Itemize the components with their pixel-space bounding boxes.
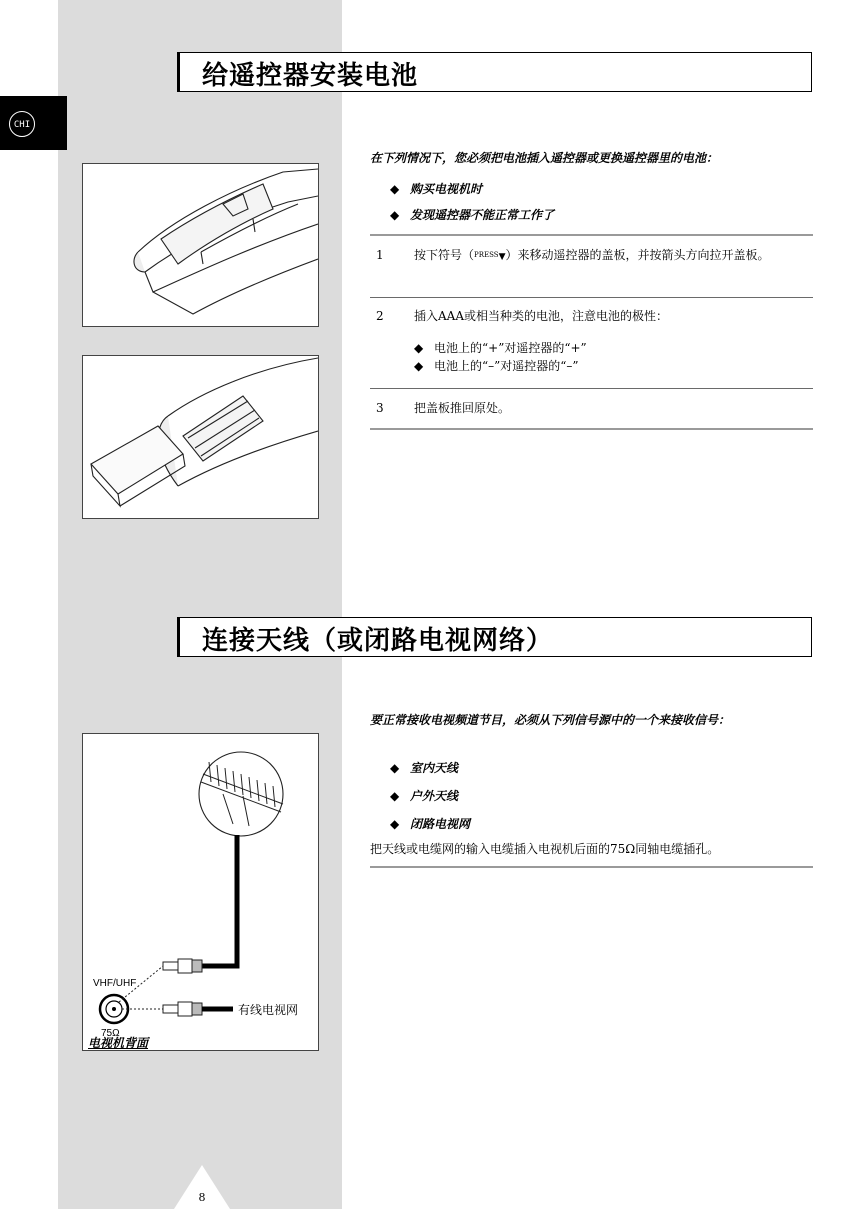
step-number: 2 [376,309,384,323]
step-text: 把盖板推回原处。 [414,401,511,415]
language-badge: CHI [9,111,35,137]
remote-battery-drawing [83,356,318,518]
page-number: 8 [198,1191,206,1204]
remote-cover-illustration [82,163,319,327]
section2-intro: 要正常接收电视频道节目，必须从下列信号源中的一个来接收信号： [370,713,731,727]
section1-bullet: ◆ 购买电视机时 [390,182,483,196]
step-3 [370,399,815,419]
vhf-uhf-label: VHF/UHF [93,978,137,989]
ohm-label: 75Ω [101,1028,120,1039]
divider [370,866,813,868]
section-title-text: 给遥控器安装电池 [202,61,419,91]
section1-bullet: ◆ 发现遥控器不能正常工作了 [390,208,555,222]
section-title-text: 连接天线（或闭路电视网络） [202,626,554,656]
step-text: 按下符号（PRESS▼）来移动遥控器的盖板，并按箭头方向拉开盖板。 [414,248,770,262]
section2-bullet: ◆ 闭路电视网 [390,817,471,831]
step-number: 3 [376,401,384,415]
step-1 [370,246,815,286]
section2-bullet: ◆ 室内天线 [390,761,459,775]
divider [370,234,813,236]
step-number: 1 [376,248,384,262]
section-title-antenna [177,617,812,657]
tv-back-caption: 电视机背面 [88,1036,149,1050]
remote-cover-open-drawing [83,164,318,326]
press-symbol: PRESS [474,251,499,259]
polarity-bullet: ◆ 电池上的“–”对遥控器的“–” [414,359,579,373]
language-tab [0,96,67,150]
cable-network-label: 有线电视网 [238,1003,299,1017]
section-title-batteries [177,52,812,92]
divider [370,297,813,298]
section1-intro: 在下列情况下，您必须把电池插入遥控器或更换遥控器里的电池： [370,151,719,165]
antenna-connection-diagram [82,733,319,1051]
polarity-bullet: ◆ 电池上的“+”对遥控器的“+” [414,341,587,355]
step-2 [370,307,815,327]
antenna-instruction: 把天线或电缆网的输入电缆插入电视机后面的75Ω同轴电缆插孔。 [370,842,720,856]
battery-insert-illustration [82,355,319,519]
divider [370,428,813,430]
section2-bullet: ◆ 户外天线 [390,789,459,803]
step-text: 插入AAA或相当种类的电池，注意电池的极性： [414,309,668,323]
divider [370,388,813,389]
down-arrow-icon: ▼ [498,252,506,262]
antenna-drawing [83,734,318,1050]
